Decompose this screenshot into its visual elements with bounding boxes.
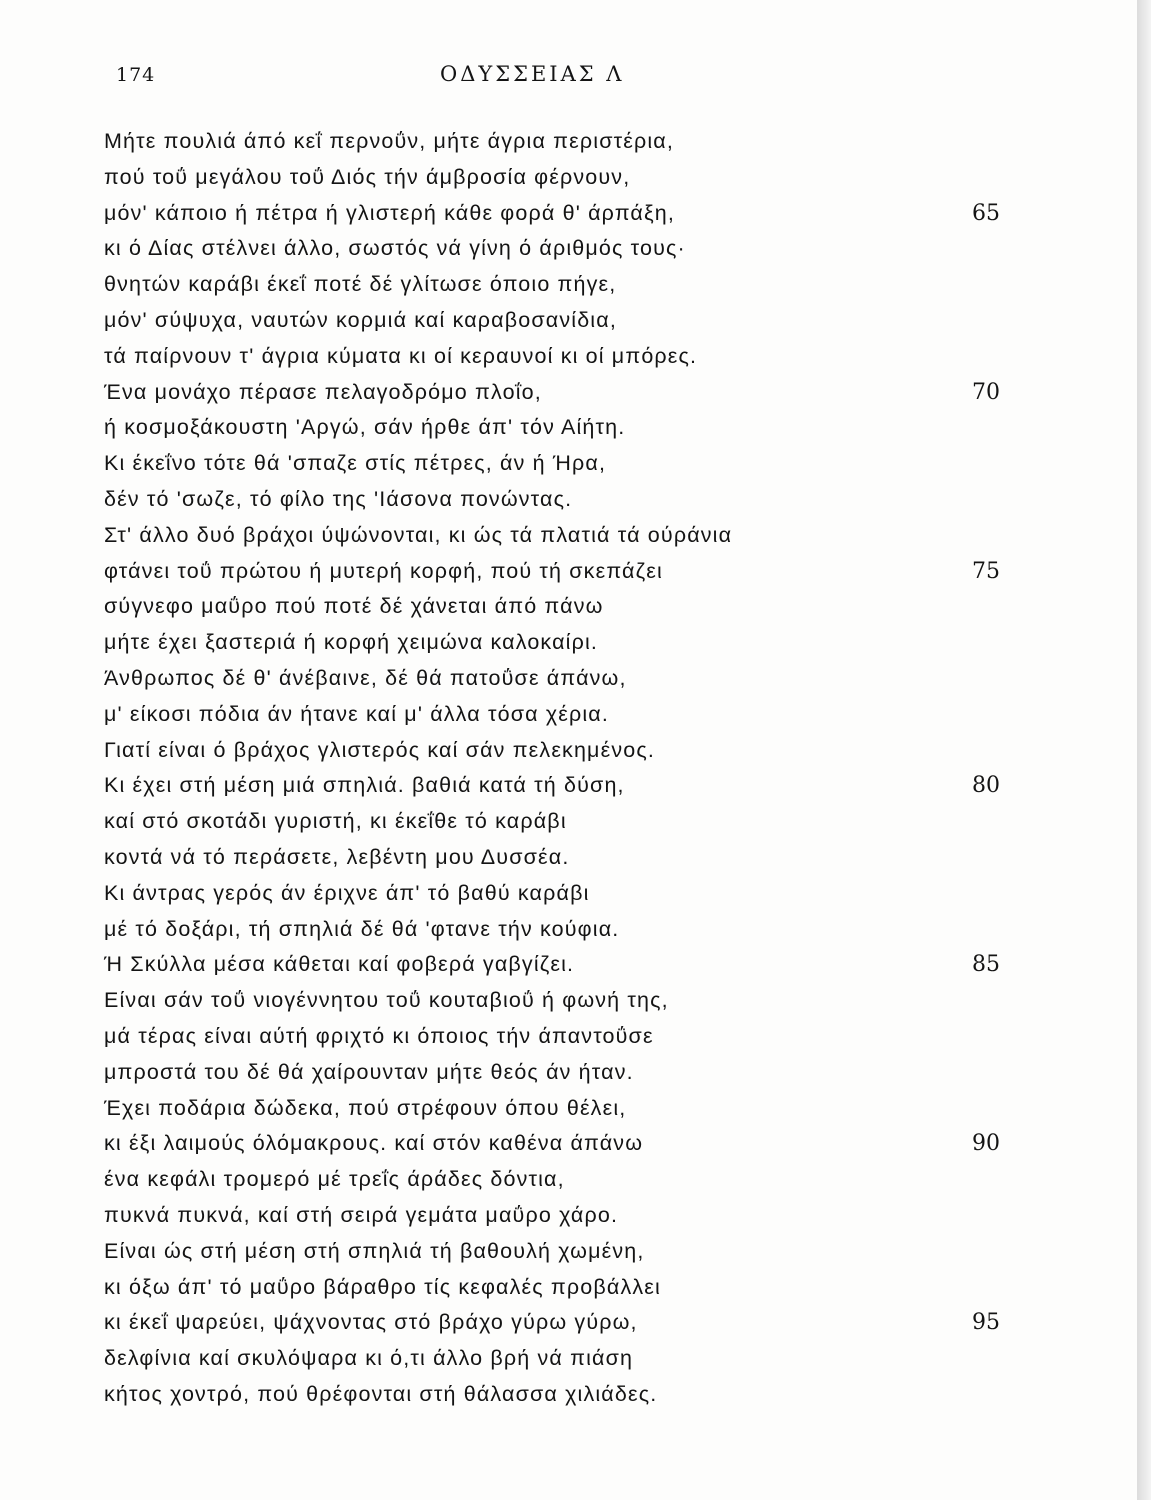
page-number: 174 [116,64,156,86]
verse-line [104,518,1044,554]
verse-text: καί στό σκοτάδι γυριστή, κι έκεΐθε τό καράβι [104,809,567,834]
verse-number: 80 [972,773,1000,799]
verse-line [104,947,1044,983]
verse-text: δελφίνια καί σκυλόψαρα κι ό,τι άλλο βρή νά πιάση [104,1346,634,1371]
verse-text: Κι έχει στή μέση μιά σπηλιά. βαθιά κατά τή δύση, [104,773,625,798]
verse-text: κι ό Δίας στέλνει άλλο, σωστός νά γίνη ό άριθμός τους· [104,236,686,261]
verse-text: Στ' άλλο δυό βράχοι ύψώνονται, κι ώς τά πλατιά τά ούράνια [104,522,733,547]
verse-text: Κι άντρας γερός άν έριχνε άπ' τό βαθύ καράβι [104,880,590,905]
verse-line [104,912,1044,948]
verse-line [104,840,1044,876]
verse-text: μά τέρας είναι αύτή φριχτό κι όποιος τήν άπαντοΰσε [104,1023,654,1048]
verse-line [104,768,1044,804]
verse-line [104,733,1044,769]
verse-number: 85 [972,952,1000,978]
verse-text: κήτος χοντρό, πού θρέφονται στή θάλασσα χιλιάδες. [104,1381,658,1406]
verse-line [104,1234,1044,1270]
verse-number: 75 [972,558,1000,584]
verse-text: πού τοΰ μεγάλου τοΰ Διός τήν άμβροσία φέρνουν, [104,164,631,189]
verse-text: μ' είκοσι πόδια άν ήτανε καί μ' άλλα τόσα χέρια. [104,701,610,726]
verse-line [104,160,1044,196]
verse-line [104,482,1044,518]
verse-line [104,410,1044,446]
verse-text: μπροστά του δέ θά χαίρουνταν μήτε θεός άν ήταν. [104,1059,634,1084]
verse-number: 95 [972,1310,1000,1336]
verse-line [104,1126,1044,1162]
page-edge-shadow [1137,0,1151,1500]
verse-line [104,1341,1044,1377]
verse-text: Κι έκεΐνο τότε θά 'σπαζε στίς πέτρες, άν ή Ήρα, [104,451,607,476]
verse-text: φτάνει τοΰ πρώτου ή μυτερή κορφή, πού τή σκεπάζει [104,558,663,583]
verse-text: Ή Σκύλλα μέσα κάθεται καί φοβερά γαβγίζει. [104,952,575,977]
verse-line [104,303,1044,339]
verse-line [104,804,1044,840]
verse-line [104,661,1044,697]
verse-line [104,589,1044,625]
verse-text: Γιατί είναι ό βράχος γλιστερός καί σάν πελεκημένος. [104,737,655,762]
verse-text: σύγνεφο μαΰρο πού ποτέ δέ χάνεται άπό πάνω [104,594,604,619]
verse-line [104,697,1044,733]
verse-text: μέ τό δοξάρι, τή σπηλιά δέ θά 'φτανε τήν κούφια. [104,916,620,941]
verse-line [104,1270,1044,1306]
verse-number: 70 [972,379,1000,405]
verse-line [104,231,1044,267]
verse-line [104,375,1044,411]
verse-line [104,625,1044,661]
verse-text: Είναι σάν τοΰ νιογέννητου τοΰ κουταβιοΰ ή φωνή της, [104,988,669,1013]
verse-text: κι έξι λαιμούς όλόμακρους. καί στόν καθένα άπάνω [104,1131,644,1156]
verse-line [104,196,1044,232]
verse-text: κι όξω άπ' τό μαΰρο βάραθρο τίς κεφαλές προβάλλει [104,1274,661,1299]
verse-text: μήτε έχει ξαστεριά ή κορφή χειμώνα καλοκαίρι. [104,630,599,655]
verse-text: Μήτε πουλιά άπό κεΐ περνοΰν, μήτε άγρια περιστέρια, [104,129,674,153]
verse-text: ένα κεφάλι τρομερό μέ τρεΐς άράδες δόντια, [104,1167,565,1192]
verse-text: δέν τό 'σωζε, τό φίλο της 'Ιάσονα πονώντας. [104,486,573,511]
verse-text: μόν' σύψυχα, ναυτών κορμιά καί καραβοσανίδια, [104,307,617,332]
verse-text: θνητών καράβι έκεΐ ποτέ δέ γλίτωσε όποιο πήγε, [104,272,617,297]
verse-line [104,267,1044,303]
verse-line [104,1198,1044,1234]
verse-line [104,1091,1044,1127]
verse-text: πυκνά πυκνά, καί στή σειρά γεμάτα μαΰρο χάρο. [104,1202,619,1227]
verse-line [104,1162,1044,1198]
verse-text: μόν' κάποιο ή πέτρα ή γλιστερή κάθε φορά θ' άρπάξη, [104,200,675,225]
verse-number: 65 [972,200,1000,226]
verse-line [104,1055,1044,1091]
verse-text: ή κοσμοξάκουστη 'Αργώ, σάν ήρθε άπ' τόν Αίήτη. [104,415,626,440]
verse-line [104,339,1044,375]
verse-text: Άνθρωπος δέ θ' άνέβαινε, δέ θά πατοΰσε άπάνω, [104,665,627,690]
verse-line [104,1019,1044,1055]
verse-text: κοντά νά τό περάσετε, λεβέντη μου Δυσσέα. [104,844,570,869]
running-title: ΟΔΥΣΣΕΙΑΣ Λ [440,62,625,86]
verse-text: τά παίρνουν τ' άγρια κύματα κι οί κεραυνοί κι οί μπόρες. [104,343,698,368]
verse-line [104,876,1044,912]
verse-text: Έχει ποδάρια δώδεκα, πού στρέφουν όπου θέλει, [104,1095,627,1120]
verse-line [104,983,1044,1019]
verse-number: 90 [972,1131,1000,1157]
verse-text: κι έκεΐ ψαρεύει, ψάχνοντας στό βράχο γύρω γύρω, [104,1310,638,1335]
verse-line [104,554,1044,590]
poem-body [104,124,1044,1413]
verse-text: Ένα μονάχο πέρασε πελαγοδρόμο πλοΐο, [104,379,542,404]
verse-line [104,1305,1044,1341]
verse-line [104,124,1044,160]
verse-line [104,1377,1044,1413]
verse-text: Είναι ώς στή μέση στή σπηλιά τή βαθουλή χωμένη, [104,1238,645,1263]
verse-line [104,446,1044,482]
